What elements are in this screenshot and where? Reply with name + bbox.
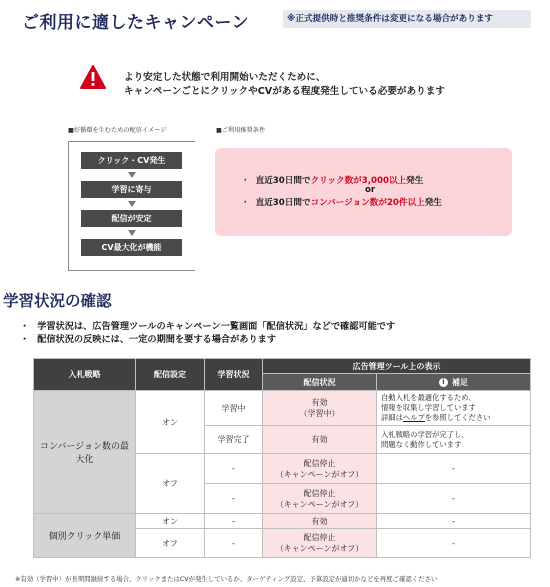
bullet-icon: ・	[241, 176, 250, 186]
note-text: を参照してください	[424, 413, 491, 422]
delivery-subtext: （キャンペーンがオフ）	[275, 499, 364, 509]
cell-note	[377, 426, 531, 454]
condition-highlight: コンバージョン数が20件以上	[310, 198, 425, 208]
warning-text-line2: キャンペーンごとにクリックやCVがある程度発生している必要があります	[124, 86, 445, 97]
cell-setting: オン	[136, 391, 205, 454]
cell-note: -	[377, 514, 531, 529]
delivery-text: 配信停止	[303, 458, 336, 468]
cell-delivery	[263, 484, 377, 514]
cell-learning: -	[205, 514, 263, 529]
disclaimer-banner: ※正式提供時と推奨条件は変更になる場合があります	[283, 10, 531, 28]
conditions-box	[215, 148, 512, 236]
note-line: 自動入札を最適化するため、	[381, 393, 476, 402]
table-row	[34, 391, 531, 426]
cell-delivery: 有効	[263, 426, 377, 454]
cell-learning: -	[205, 529, 263, 558]
cell-note: -	[377, 454, 531, 484]
delivery-text: 配信停止	[303, 488, 336, 498]
bullet-item: ・ 配信状況の反映には、一定の期間を要する場合があります	[20, 334, 277, 345]
flow-step: クリック・CV発生	[81, 152, 182, 169]
header-supplement-label: 補足	[452, 377, 468, 387]
condition-conversions	[241, 196, 442, 208]
cell-bid-cv: コンバージョン数の最大化	[34, 391, 136, 514]
cell-delivery: 有効	[263, 514, 377, 529]
header-bid-strategy: 入札戦略	[34, 359, 136, 391]
header-supplement	[377, 374, 531, 391]
cell-note: -	[377, 484, 531, 514]
delivery-text: 配信停止	[303, 533, 336, 542]
flow-caption: ■好循環を生むための配信イメージ	[68, 127, 167, 134]
cell-note: -	[377, 529, 531, 558]
help-link[interactable]: ヘルプ	[402, 413, 425, 422]
note-line: 情報を収集し学習しています	[381, 403, 476, 412]
cell-learning: -	[205, 454, 263, 484]
cell-delivery	[263, 454, 377, 484]
down-arrow-icon	[128, 201, 136, 207]
delivery-subtext: （キャンペーンがオフ）	[275, 469, 364, 479]
delivery-text: 有効	[311, 398, 328, 407]
delivery-subtext: （キャンペーンがオフ）	[275, 544, 364, 553]
cell-bid-cpc: 個別クリック単価	[34, 514, 136, 558]
flow-step: CV最大化が機能	[81, 239, 182, 256]
header-learning-status: 学習状況	[205, 359, 263, 391]
bullet-text: 学習状況は、広告管理ツールのキャンペーン一覧画面「配信状況」などで確認可能です	[37, 321, 396, 332]
condition-text: 発生	[424, 198, 442, 208]
footnote: ※有効（学習中）が長期間継続する場合、クリックまたはCVが発生しているか、ターゲティング設定、予算設定が適切かなどを再度ご確認ください	[15, 575, 438, 583]
section-title: 学習状況の確認	[3, 292, 112, 310]
cell-delivery	[263, 391, 377, 426]
cell-setting: オフ	[136, 454, 205, 514]
cell-setting: オン	[136, 514, 205, 529]
bullet-icon: ・	[241, 198, 250, 208]
flow-step: 配信が安定	[81, 210, 182, 227]
note-line	[381, 413, 528, 423]
bullet-text: 配信状況の反映には、一定の期間を要する場合があります	[37, 334, 277, 345]
condition-text: 発生	[406, 176, 424, 186]
delivery-subtext: （学習中）	[299, 409, 340, 418]
note-line: 問題なく動作しています	[381, 439, 462, 449]
info-icon: i	[439, 378, 448, 387]
condition-clicks	[241, 174, 423, 186]
condition-text: 直近30日間で	[255, 198, 311, 208]
condition-highlight: クリック数が3,000以上	[310, 176, 407, 186]
bullet-item: ・ 学習状況は、広告管理ツールのキャンペーン一覧画面「配信状況」などで確認可能です	[20, 321, 396, 332]
learning-status-table	[33, 358, 531, 558]
note-line: 入札戦略の学習が完了し、	[381, 429, 469, 439]
down-arrow-icon	[128, 230, 136, 236]
conditions-caption: ■ご利用推奨条件	[216, 127, 266, 134]
page-title: ご利用に適したキャンペーン	[22, 13, 250, 33]
cell-note	[377, 391, 531, 426]
cell-learning: 学習中	[205, 391, 263, 426]
header-tool-display: 広告管理ツール上の表示	[263, 359, 531, 374]
down-arrow-icon	[128, 172, 136, 178]
cell-delivery	[263, 529, 377, 558]
warning-triangle-icon	[80, 65, 106, 89]
cell-learning: -	[205, 484, 263, 514]
condition-or: or	[365, 185, 376, 195]
note-text: 詳細は	[381, 413, 403, 422]
warning-text-line1: より安定した状態で利用開始いただくために、	[124, 72, 326, 83]
condition-text: 直近30日間で	[255, 176, 311, 186]
flow-step: 学習に寄与	[81, 181, 182, 198]
header-delivery-setting: 配信設定	[136, 359, 205, 391]
cell-setting: オフ	[136, 529, 205, 558]
table-row	[34, 514, 531, 529]
cell-learning: 学習完了	[205, 426, 263, 454]
header-delivery-status: 配信状況	[263, 374, 377, 391]
